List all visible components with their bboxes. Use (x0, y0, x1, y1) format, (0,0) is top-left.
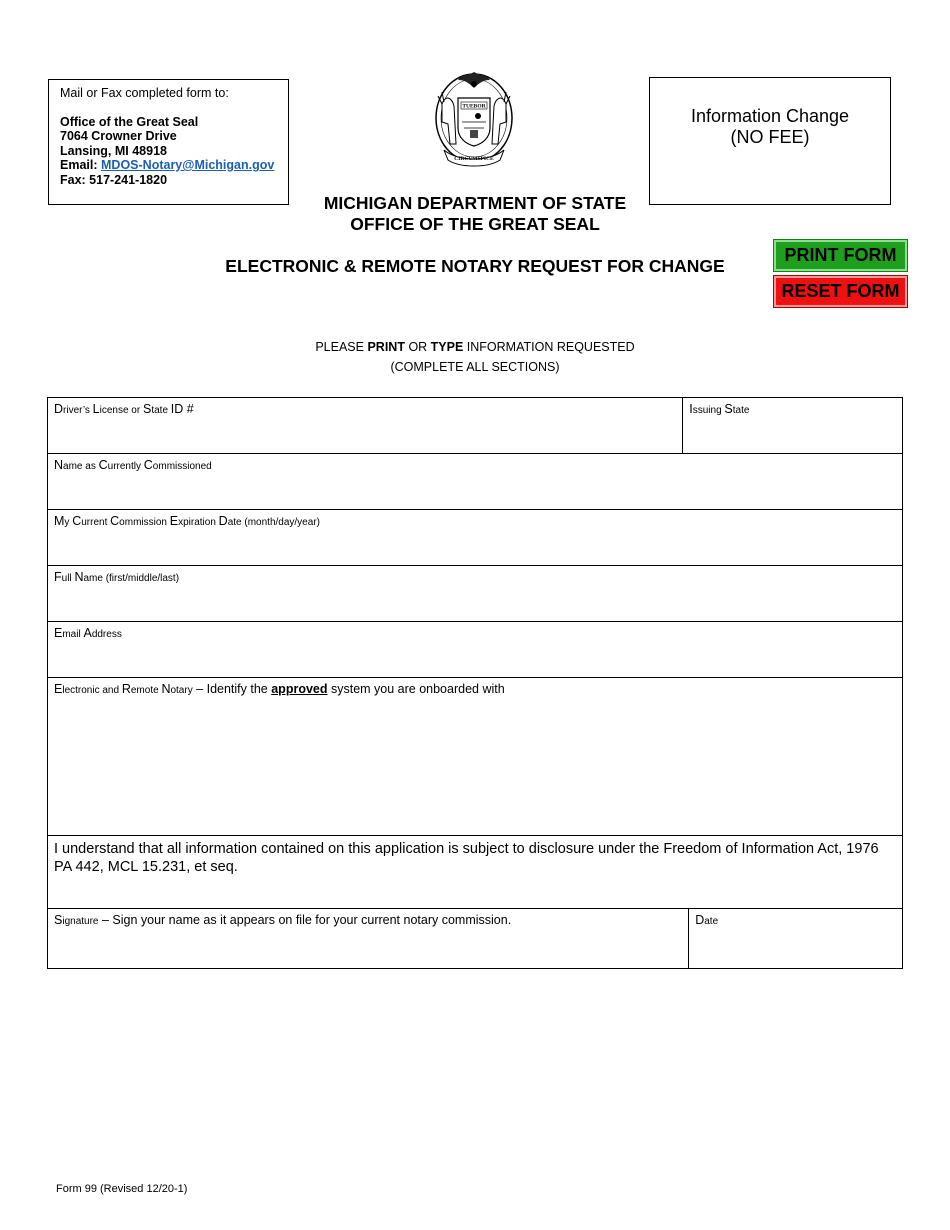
label-part: D (218, 514, 228, 528)
email-link[interactable]: MDOS-Notary@Michigan.gov (101, 158, 275, 172)
office-name: Office of the Great Seal (60, 114, 199, 129)
label-part: S (142, 402, 152, 416)
label-part: ate (month/day/year) (227, 517, 320, 528)
instr-type: TYPE (430, 340, 464, 354)
label-part: urrent (81, 517, 111, 528)
label-part: xpiration (178, 517, 219, 528)
label-part: D (695, 913, 705, 927)
form-revision-footer: Form 99 (Revised 12/20-1) (56, 1183, 188, 1195)
label-part: E (169, 514, 179, 528)
label-part: M (54, 514, 65, 528)
email-label: Email: (60, 158, 98, 172)
label-part: system you are onboarded with (327, 682, 505, 696)
label-part: D (54, 402, 64, 416)
department-name: MICHIGAN DEPARTMENT OF STATE (323, 193, 627, 213)
street-address: 7064 Crowner Drive (60, 129, 177, 143)
instructions (200, 337, 750, 377)
request-form-table (47, 397, 903, 969)
enotary-system-field[interactable] (48, 678, 903, 836)
label-part: R (121, 682, 131, 696)
label-part: – Sign your name as it appears on file for your current notary commission. (98, 913, 512, 927)
label-part: river’s (63, 405, 93, 416)
label-part: ignature (62, 916, 99, 927)
instr-part: PLEASE (315, 340, 368, 354)
city-address: Lansing, MI 48918 (60, 143, 167, 158)
label-part: urrently (107, 461, 144, 472)
label-part: N (54, 458, 64, 472)
label-part: ate (704, 916, 719, 927)
label-part: C (72, 514, 82, 528)
label-part: F (54, 570, 62, 584)
issuing-state-field[interactable] (683, 398, 903, 454)
michigan-great-seal-icon (428, 64, 520, 168)
label-part: y (64, 517, 73, 528)
label-part: C (98, 458, 108, 472)
date-field[interactable] (689, 909, 903, 969)
label-part: C (143, 458, 153, 472)
instr-part: INFORMATION REQUESTED (463, 340, 635, 354)
approved-emphasis: approved (271, 682, 328, 696)
name-commissioned-field[interactable] (48, 454, 903, 510)
label-part: E (54, 626, 63, 640)
instructions-line-1 (200, 337, 750, 357)
license-number-field[interactable] (48, 398, 683, 454)
label-part: emote (130, 685, 162, 696)
label-part: S (54, 913, 63, 927)
label-part: A (83, 626, 92, 640)
label-part: L (92, 402, 100, 416)
full-name-field[interactable] (48, 566, 903, 622)
info-change-title: Information Change (690, 106, 850, 126)
department-heading (280, 193, 670, 235)
foia-disclosure-statement: I understand that all information contained on this application is subject to disclosure under the Freedom of Information Act, 1976 PA 442, MCL 15.231, et seq. (48, 836, 903, 909)
label-part: ssuing (692, 405, 725, 416)
reset-form-button[interactable]: RESET FORM (774, 276, 907, 307)
mail-intro: Mail or Fax completed form to: (60, 86, 229, 100)
information-change-box (649, 77, 891, 205)
label-part: mail (62, 629, 84, 640)
label-part: E (54, 682, 63, 696)
label-part: tate (151, 405, 171, 416)
label-part: S (724, 402, 733, 416)
office-heading: OFFICE OF THE GREAT SEAL (350, 214, 600, 234)
email-address-field[interactable] (48, 622, 903, 678)
mail-to-box (48, 79, 289, 205)
label-part: I (689, 402, 693, 416)
instructions-line-2: (COMPLETE ALL SECTIONS) (390, 360, 560, 374)
fax-line: Fax: 517-241-1820 (60, 172, 168, 187)
label-part: ull (61, 573, 75, 584)
form-title: ELECTRONIC & REMOTE NOTARY REQUEST FOR CHANGE (225, 256, 725, 276)
label-part: icense or (99, 405, 143, 416)
seal-motto: TUEBOR (462, 103, 486, 110)
label-part: N (74, 570, 84, 584)
label-part: ame as (63, 461, 99, 472)
label-part: N (161, 682, 171, 696)
signature-field[interactable] (48, 909, 689, 969)
no-fee-label: (NO FEE) (730, 127, 810, 147)
label-part: C (110, 514, 120, 528)
label-part: tate (732, 405, 750, 416)
label-part: ommission (119, 517, 170, 528)
label-part: lectronic and (62, 685, 122, 696)
label-part: – Identify the (192, 682, 272, 696)
expiration-date-field[interactable] (48, 510, 903, 566)
label-part: ame (first/middle/last) (83, 573, 180, 584)
email-line (60, 158, 277, 173)
seal-banner-text: CIRCUMSPICE (454, 156, 494, 162)
label-part: otary (170, 685, 193, 696)
label-part: ddress (91, 629, 122, 640)
label-part: ID # (170, 402, 194, 416)
print-form-button[interactable]: PRINT FORM (774, 240, 907, 271)
instr-print: PRINT (367, 340, 405, 354)
instr-part: OR (404, 340, 431, 354)
label-part: ommissioned (152, 461, 212, 472)
